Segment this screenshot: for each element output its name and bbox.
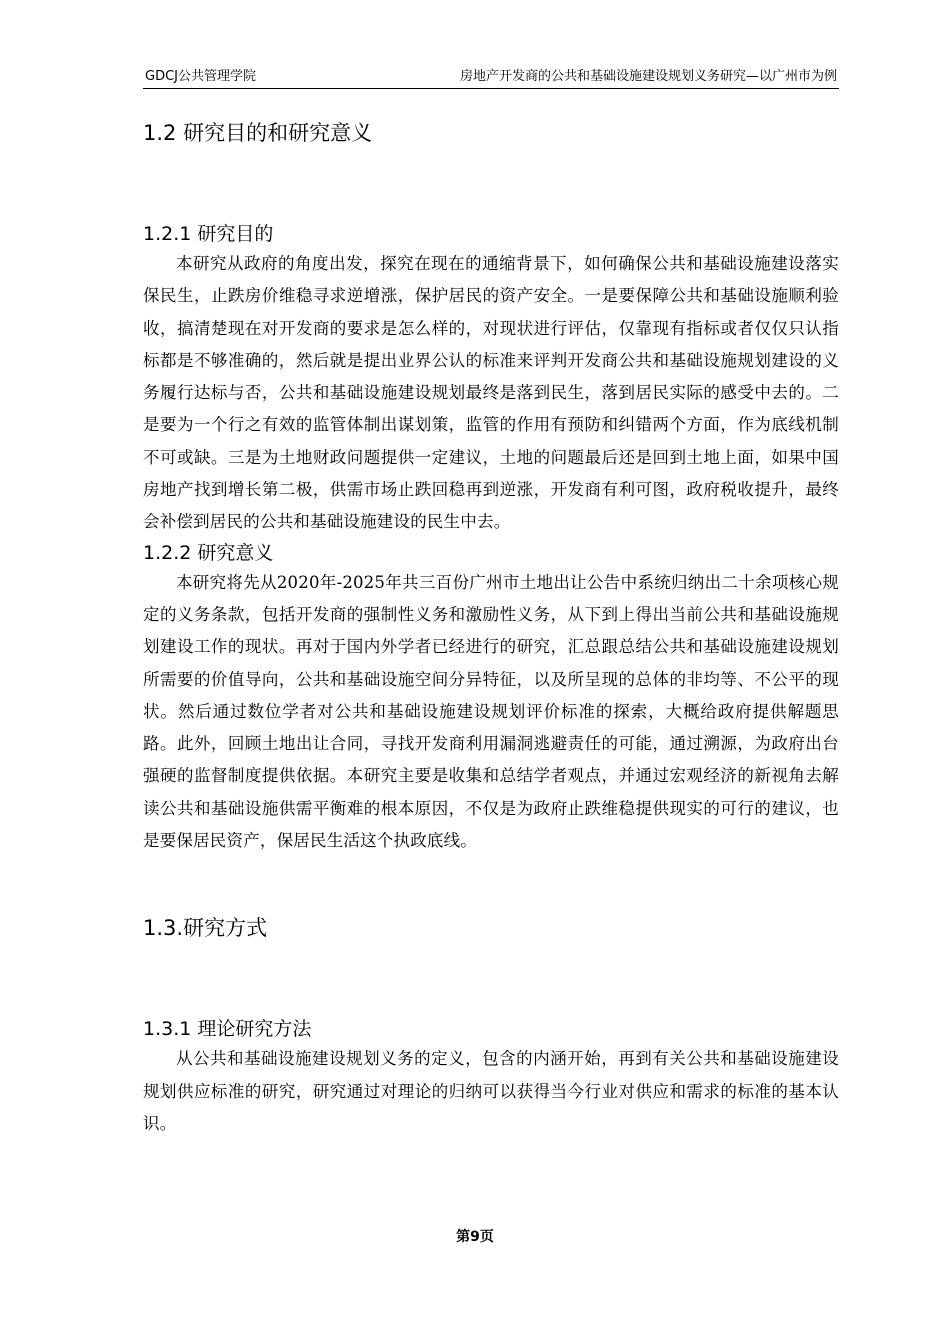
section-1-3-1-heading: 1.3.1 理论研究方法 <box>143 1018 312 1041</box>
section-1-3-heading: 1.3.研究方式 <box>143 916 268 941</box>
section-1-2-1-paragraph: 本研究从政府的角度出发，探究在现在的通缩背景下，如何确保公共和基础设施建设落实保民生，止跌房价维稳寻求逆增涨，保护居民的资产安全。一是要保障公共和基础设施顺利验收，搞清楚现在对开发商的要求是怎么样的，对现状进行评估，仅靠现有指标或者仅仅只认指标都是不够准确的，然后就是提出业界公认的标准来评判开发商公共和基础设施规划建设的义务履行达标与否，公共和基础设施建设规划最终是落到民生，落到居民实际的感受中去的。二是要为一个行之有效的监管体制出谋划策，监管的作用有预防和纠错两个方面，作为底线机制不可或缺。三是为土地财政问题提供一定建议，土地的问题最后还是回到土地上面，如果中国房地产找到增长第二极，供需市场止跌回稳再到逆涨，开发商有利可图，政府税收提升，最终会补偿到居民的公共和基础设施建设的民生中去。 <box>143 254 839 532</box>
header-thesis-title: 房地产开发商的公共和基础设施建设规划义务研究—以广州市为例 <box>459 69 837 84</box>
page-number: 第9页 <box>456 1229 494 1245</box>
section-1-2-heading: 1.2 研究目的和研究意义 <box>143 121 373 145</box>
section-1-3-1-paragraph: 从公共和基础设施建设规划义务的定义，包含的内涵开始，再到有关公共和基础设施建设规划供应标准的研究，研究通过对理论的归纳可以获得当今行业对供应和需求的标准的基本认识。 <box>143 1049 839 1133</box>
section-1-2-2-heading: 1.2.2 研究意义 <box>143 541 274 564</box>
section-1-2-2-paragraph: 本研究将先从2020年-2025年共三百份广州市土地出让公告中系统归纳出二十余项核心规定的义务条款，包括开发商的强制性义务和激励性义务，从下到上得出当前公共和基础设施规划建设工作的现状。再对于国内外学者已经进行的研究，汇总跟总结公共和基础设施建设规划所需要的价值导向，公共和基础设施空间分异特征，以及所呈现的总体的非均等、不公平的现状。然后通过数位学者对公共和基础设施建设规划评价标准的探索，大概给政府提供解题思路。此外，回顾土地出让合同，寻找开发商利用漏洞逃避责任的可能，通过溯源，为政府出台强硬的监督制度提供依据。本研究主要是收集和总结学者观点，并通过宏观经济的新视角去解读公共和基础设施供需平衡难的根本原因，不仅是为政府止跌维稳提供现实的可行的建议，也是要保居民资产，保居民生活这个执政底线。 <box>143 572 839 851</box>
section-1-2-1-heading: 1.2.1 研究目的 <box>143 223 274 245</box>
page-content <box>143 118 839 1140</box>
header-institution: GDCJ公共管理学院 <box>145 69 256 84</box>
page-header <box>143 68 839 89</box>
